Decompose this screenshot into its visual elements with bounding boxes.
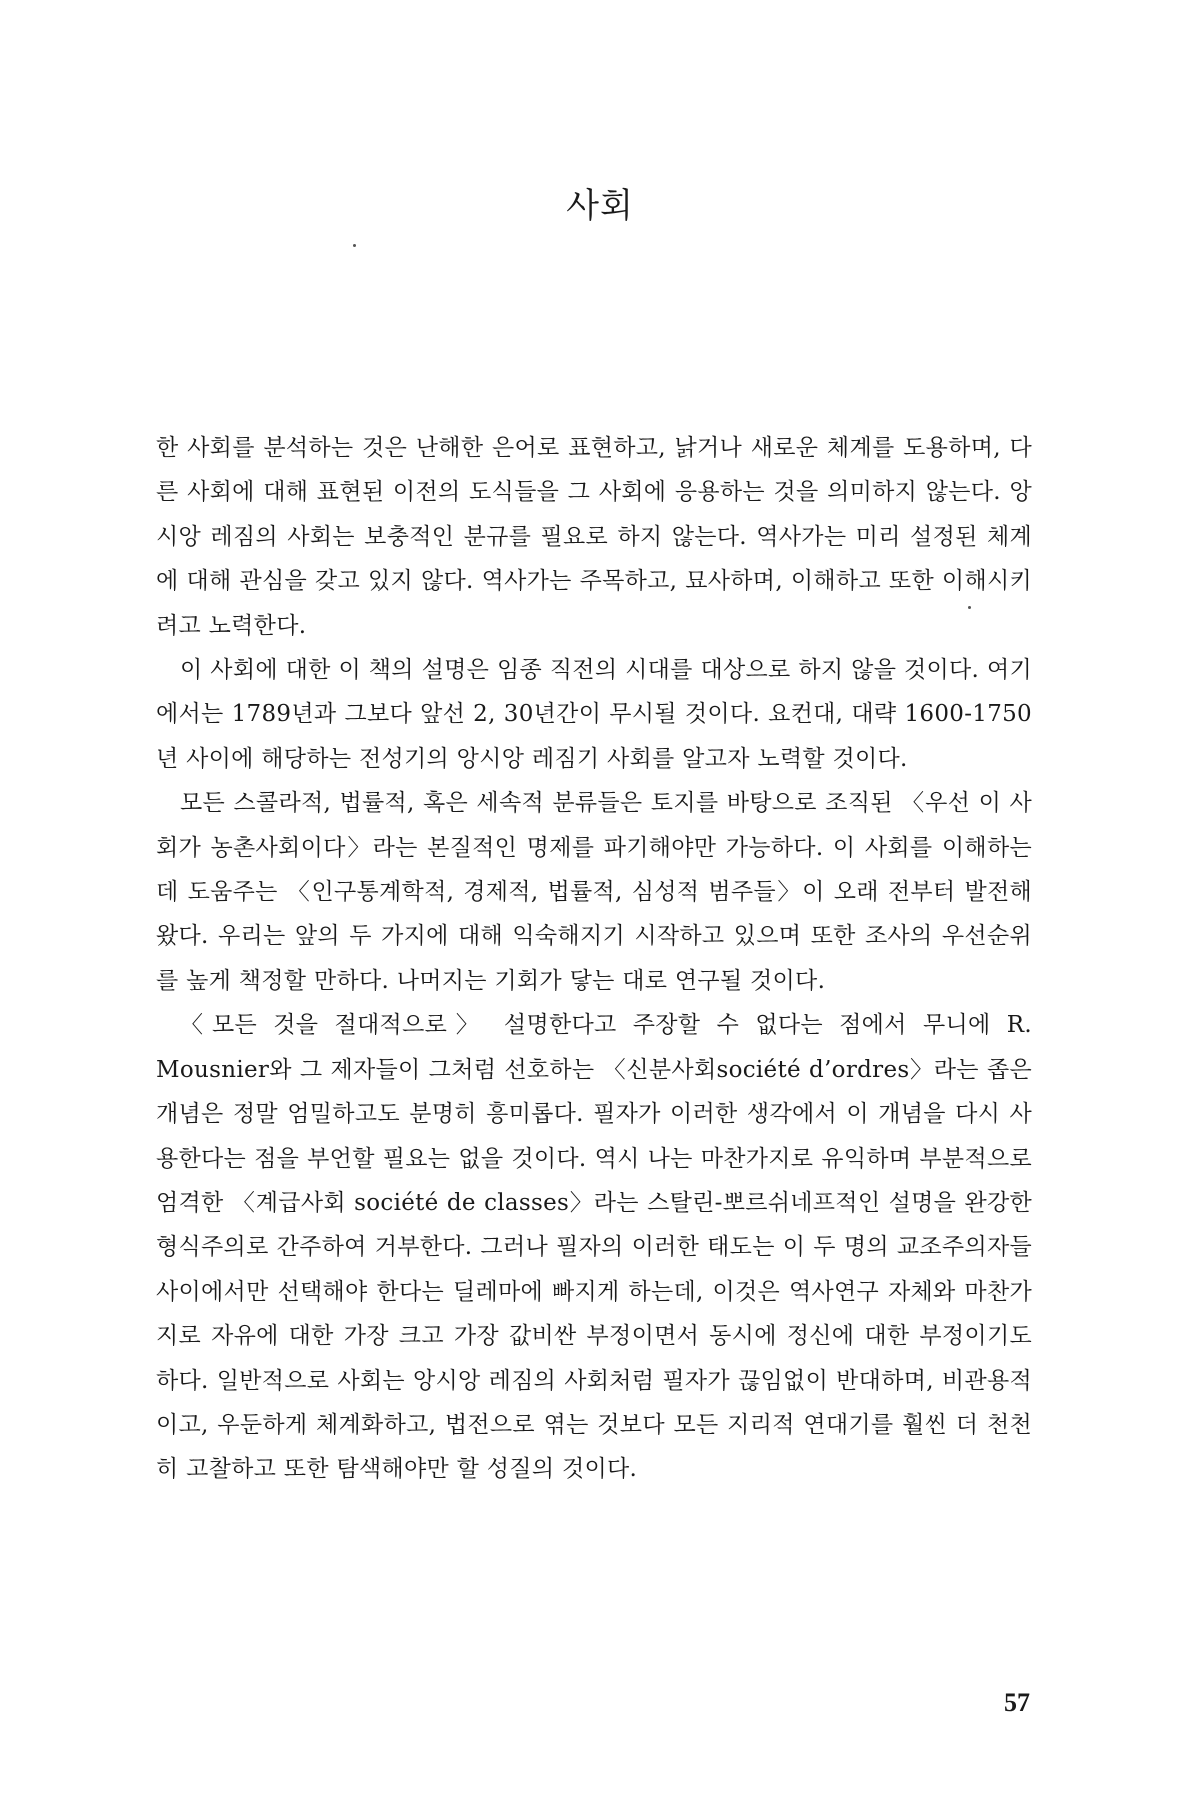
- page-number: 57: [1004, 1688, 1030, 1717]
- page-title: 사회: [566, 186, 634, 226]
- scan-speck: [353, 244, 356, 247]
- paragraph: 모든 스콜라적, 법률적, 혹은 세속적 분류들은 토지를 바탕으로 조직된 〈우선 이 사회가 농촌사회이다〉라는 본질적인 명제를 파기해야만 가능하다. 이 사회를 이해하는 데 도움주는 〈인구통계학적, 경제적, 법률적, 심성적 범주들〉이 오래 전부터 발전해 왔다. 우리는 앞의 두 가지에 대해 익숙해지기 시작하고 있으며 또한 조사의 우선순위를 높게 책정할 만하다. 나머지는 기회가 닿는 대로 연구될 것이다.: [156, 790, 1032, 994]
- body-text: [156, 426, 1032, 1492]
- paragraph: 한 사회를 분석하는 것은 난해한 은어로 표현하고, 낡거나 새로운 체계를 도용하며, 다른 사회에 대해 표현된 이전의 도식들을 그 사회에 응용하는 것을 의미하지 않는다. 앙시앙 레짐의 사회는 보충적인 분규를 필요로 하지 않는다. 역사가는 미리 설정된 체계에 대해 관심을 갖고 있지 않다. 역사가는 주목하고, 묘사하며, 이해하고 또한 이해시키려고 노력한다.: [156, 435, 1032, 639]
- paragraph: 〈모든 것을 절대적으로〉 설명한다고 주장할 수 없다는 점에서 무니에 R. Mousnier와 그 제자들이 그처럼 선호하는 〈신분사회société d’ordres〉라는 좁은 개념은 정말 엄밀하고도 분명히 흥미롭다. 필자가 이러한 생각에서 이 개념을 다시 사용한다는 점을 부언할 필요는 없을 것이다. 역시 나는 마찬가지로 유익하며 부분적으로 엄격한 〈계급사회 société de classes〉라는 스탈린-뽀르쉬네프적인 설명을 완강한 형식주의로 간주하여 거부한다. 그러나 필자의 이러한 태도는 이 두 명의 교조주의자들 사이에서만 선택해야 한다는 딜레마에 빠지게 하는데, 이것은 역사연구 자체와 마찬가지로 자유에 대한 가장 크고 가장 값비싼 부정이면서 동시에 정신에 대한 부정이기도 하다. 일반적으로 사회는 앙시앙 레짐의 사회처럼 필자가 끊임없이 반대하며, 비관용적이고, 우둔하게 체계화하고, 법전으로 엮는 것보다 모든 지리적 연대기를 훨씬 더 천천히 고찰하고 또한 탐색해야만 할 성질의 것이다.: [156, 1012, 1032, 1483]
- paragraph: 이 사회에 대한 이 책의 설명은 임종 직전의 시대를 대상으로 하지 않을 것이다. 여기에서는 1789년과 그보다 앞선 2, 30년간이 무시될 것이다. 요컨대, 대략 1600-1750년 사이에 해당하는 전성기의 앙시앙 레짐기 사회를 알고자 노력할 것이다.: [156, 657, 1032, 772]
